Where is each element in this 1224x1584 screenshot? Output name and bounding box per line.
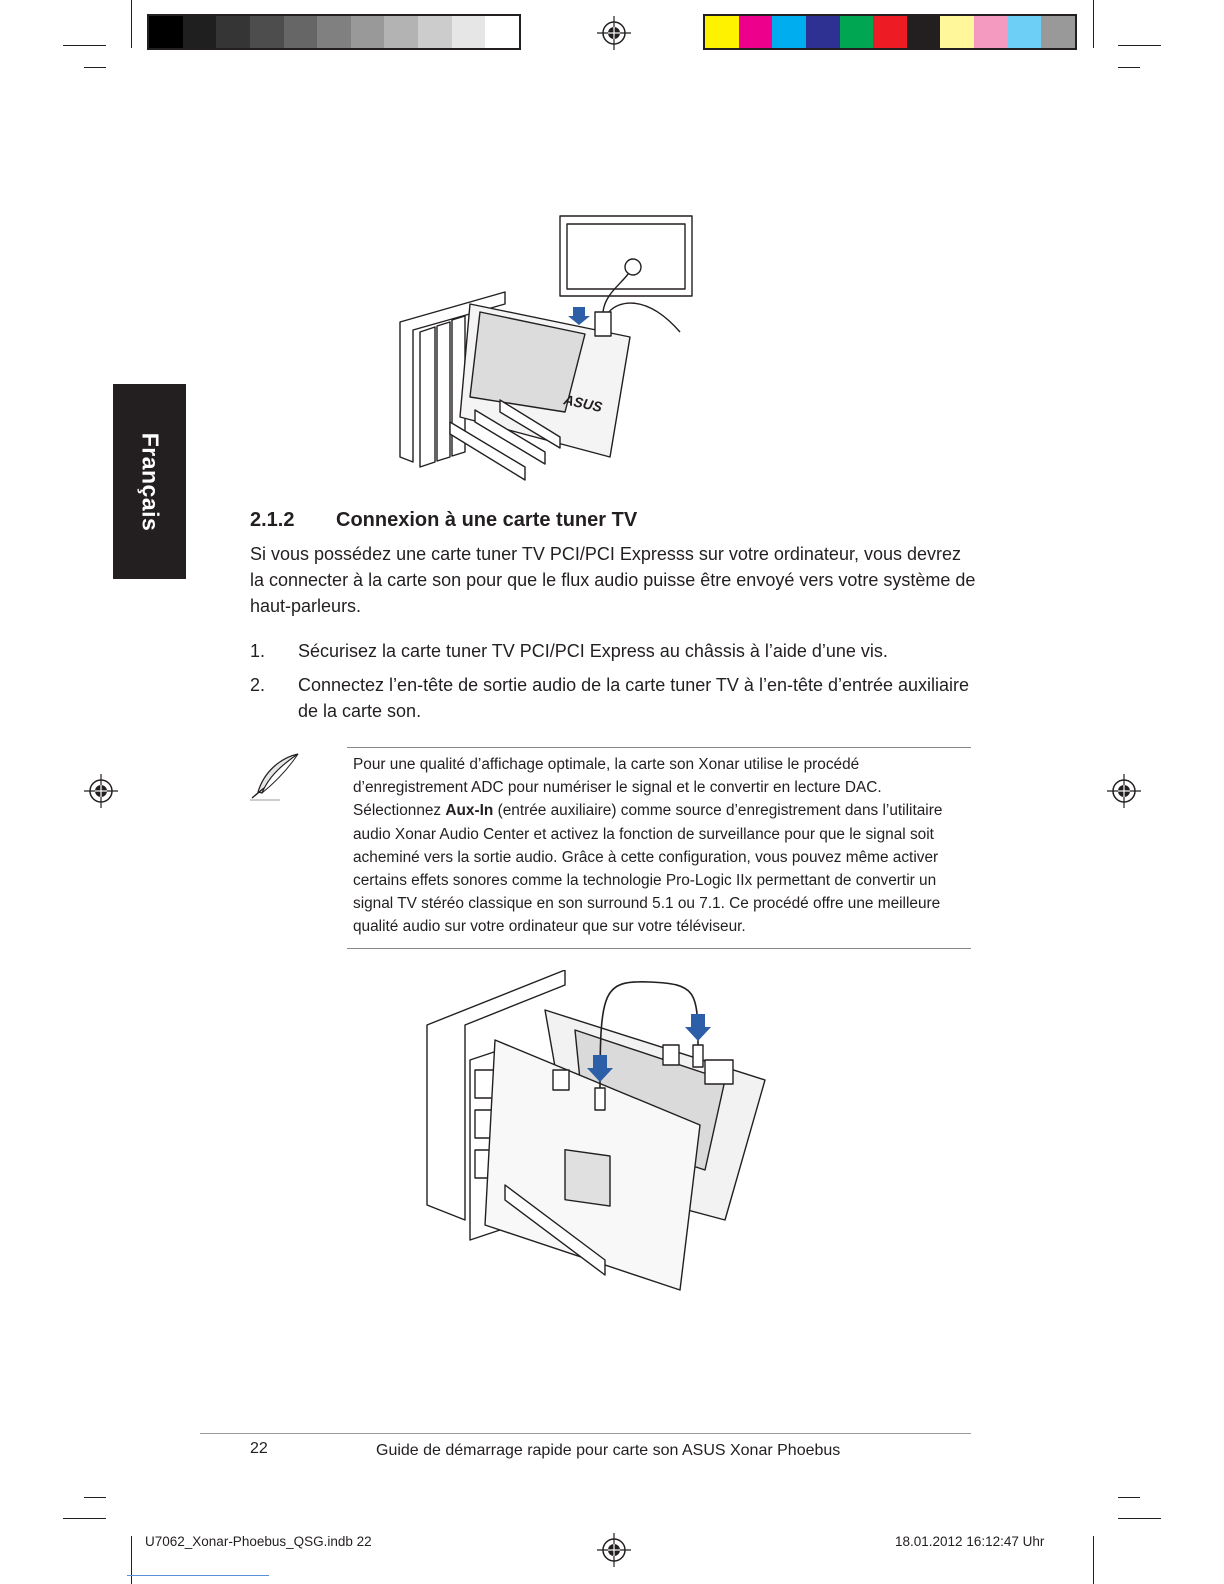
color-swatch <box>1008 16 1042 48</box>
color-swatch <box>739 16 773 48</box>
slug-timestamp: 18.01.2012 16:12:47 Uhr <box>895 1534 1045 1549</box>
grayscale-color-bar <box>147 14 521 50</box>
crop-mark <box>1118 67 1140 68</box>
note-bold-term: Aux-In <box>445 802 494 820</box>
color-swatch <box>284 16 318 48</box>
color-swatch <box>250 16 284 48</box>
tuner-chip <box>565 1150 610 1206</box>
crop-mark <box>1093 0 1094 48</box>
note-top-rule <box>347 747 971 748</box>
slug-filename: U7062_Xonar-Phoebus_QSG.indb 22 <box>145 1534 372 1549</box>
drive-bay-box <box>560 216 692 296</box>
language-label: Français <box>137 432 163 531</box>
tuner-connection-illustration <box>425 970 775 1300</box>
blue-arrow-icon <box>568 307 590 325</box>
color-swatch <box>1041 16 1075 48</box>
step-number: 1. <box>250 641 266 661</box>
power-connector <box>595 312 611 336</box>
color-swatch <box>705 16 739 48</box>
color-swatch <box>384 16 418 48</box>
footer-title: Guide de démarrage rapide pour carte son ASUS Xonar Phoebus <box>376 1442 841 1459</box>
crop-mark <box>1118 45 1161 46</box>
language-side-tab <box>113 384 186 579</box>
color-swatch <box>873 16 907 48</box>
section-title: Connexion à une carte tuner TV <box>336 509 638 531</box>
step-number: 2. <box>250 675 266 695</box>
slot-cover <box>420 327 435 467</box>
note-text <box>353 753 968 939</box>
crop-mark <box>63 45 106 46</box>
asus-logo: ASUS <box>562 391 604 416</box>
page-number: 22 <box>250 1440 268 1457</box>
registration-mark-icon <box>597 16 631 50</box>
color-swatch <box>907 16 941 48</box>
cable-grommet <box>625 259 641 275</box>
color-swatch <box>485 16 519 48</box>
registration-mark-icon <box>84 774 118 808</box>
color-swatch <box>351 16 385 48</box>
color-swatch <box>149 16 183 48</box>
section-heading <box>250 509 637 532</box>
feather-pen-icon <box>250 752 302 802</box>
slot-cover <box>437 322 450 461</box>
color-swatch <box>806 16 840 48</box>
note-bottom-rule <box>347 948 971 949</box>
color-swatch <box>183 16 217 48</box>
registration-mark-icon <box>1107 774 1141 808</box>
crop-mark <box>1093 1536 1094 1584</box>
crop-mark <box>84 1497 106 1498</box>
slug-underline <box>127 1575 269 1576</box>
power-cable <box>609 303 680 332</box>
step-item <box>250 672 980 724</box>
step-text: Sécurisez la carte tuner TV PCI/PCI Express au châssis à l’aide d’une vis. <box>298 641 888 661</box>
crop-mark <box>1118 1518 1161 1519</box>
crop-mark <box>1118 1497 1140 1498</box>
tuner-cable-plug <box>595 1088 605 1110</box>
crop-mark <box>84 67 106 68</box>
sound-card-cable-plug <box>693 1045 703 1067</box>
section-intro: Si vous possédez une carte tuner TV PCI/PCI Expresss sur votre ordinateur, vous devrez la connecter à la carte son pour que le flux audio puisse être envoyé vers votre système de haut-parleurs. <box>250 544 976 616</box>
section-number: 2.1.2 <box>250 509 295 531</box>
color-swatch <box>317 16 351 48</box>
color-swatch <box>940 16 974 48</box>
tuner-audio-header <box>553 1070 569 1090</box>
process-color-bar <box>703 14 1077 50</box>
color-swatch <box>840 16 874 48</box>
crop-mark <box>131 0 132 48</box>
color-swatch <box>974 16 1008 48</box>
footer-rule <box>200 1433 971 1434</box>
registration-mark-icon <box>597 1533 631 1567</box>
chassis-tuner-illustration <box>395 212 705 487</box>
color-swatch <box>216 16 250 48</box>
sound-card-aux-header <box>663 1045 679 1065</box>
blue-arrow-icon <box>685 1014 711 1041</box>
color-swatch <box>418 16 452 48</box>
power-header <box>705 1060 733 1084</box>
step-text: Connectez l’en-tête de sortie audio de la carte tuner TV à l’en-tête d’entrée auxiliaire de la carte son. <box>298 675 970 721</box>
color-swatch <box>452 16 486 48</box>
color-swatch <box>772 16 806 48</box>
crop-mark <box>131 1536 132 1584</box>
note-text-part: Pour une qualité d’affichage optimale, la carte son Xonar utilise le procédé d’enregistrement ADC pour numériser le signal et le convertir en lecture DAC. Sélectionnez <box>353 756 882 820</box>
crop-mark <box>63 1518 106 1519</box>
step-item <box>250 638 980 664</box>
note-text-part: (entrée auxiliaire) comme source d’enregistrement dans l’utilitaire audio Xonar Audio Center et activez la fonction de surveillance pour que le signal soit acheminé vers la sortie audio. Grâce à cette configuration, vous pouvez même activer certains effets sonores comme la technologie Pro-Logic IIx permettant de convertir un signal TV stéréo classique en son surround 5.1 ou 7.1. Ce procédé offre une meilleure qualité audio sur votre ordinateur que sur votre téléviseur. <box>353 802 943 936</box>
